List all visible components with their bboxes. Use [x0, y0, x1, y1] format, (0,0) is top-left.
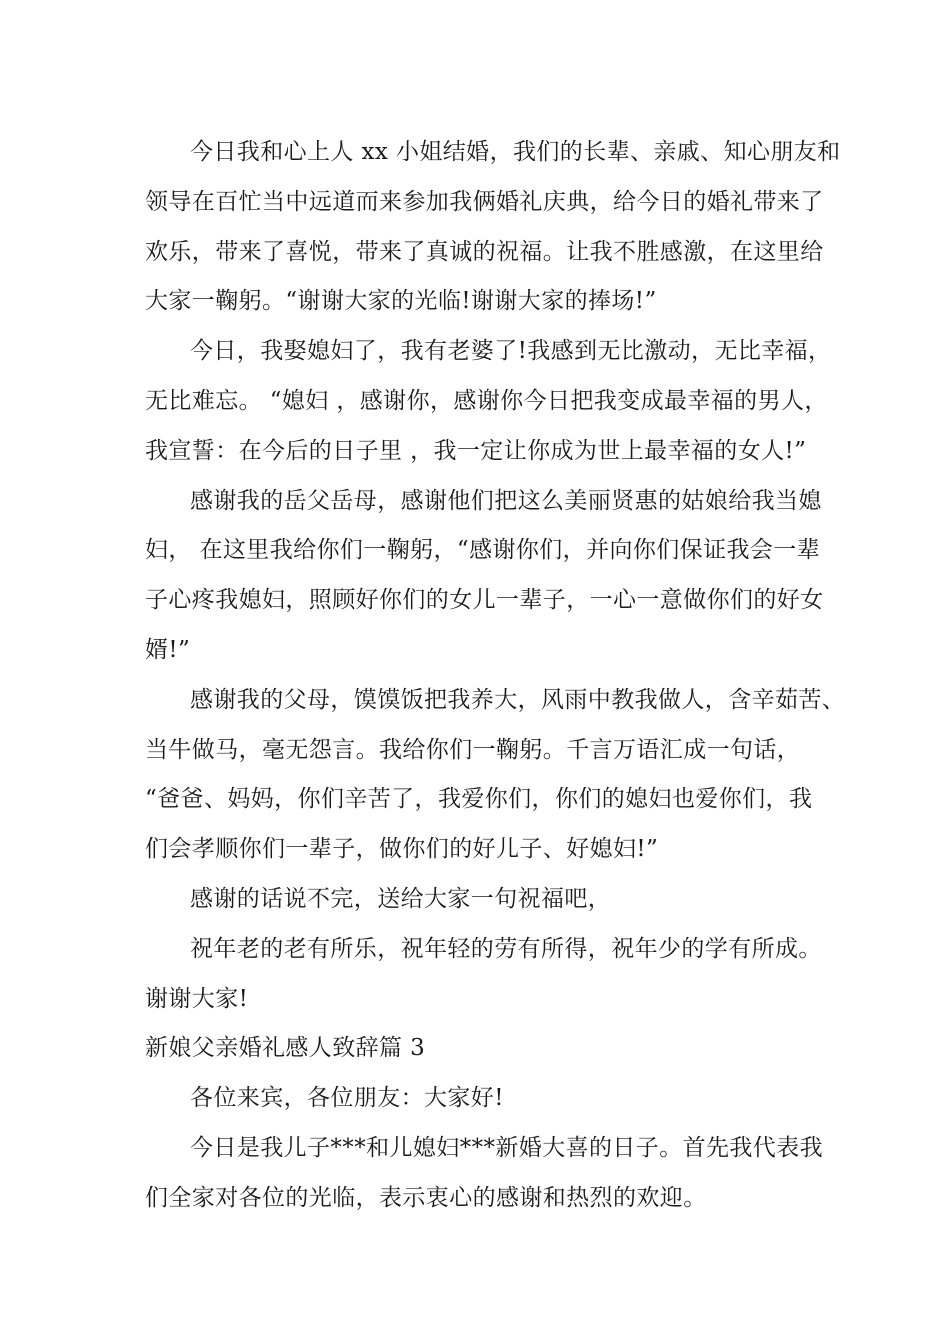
- line-text: 们会孝顺你们一辈子，做你们的好儿子、好媳妇!”: [145, 836, 659, 862]
- line-text: 感谢我的岳父岳母，感谢他们把这么美丽贤惠的姑娘给我当媳: [190, 488, 822, 514]
- text-line: [0, 431, 950, 471]
- text-line: [0, 1128, 950, 1168]
- line-text: 今日是我儿子***和儿媳妇***新婚大喜的日子。首先我代表我: [190, 1135, 823, 1161]
- line-text: “爸爸、妈妈，你们辛苦了，我爱你们，你们的媳妇也爱你们，我: [145, 786, 813, 812]
- text-line: [0, 879, 950, 919]
- line-text: 妇， 在这里我给你们一鞠躬，“感谢你们，并向你们保证我会一辈: [145, 537, 821, 563]
- text-line: [0, 481, 950, 521]
- line-text: 各位来宾，各位朋友：大家好!: [190, 1085, 504, 1111]
- line-text: 祝年老的老有所乐，祝年轻的劳有所得，祝年少的学有所成。: [190, 936, 822, 962]
- text-line: [0, 182, 950, 222]
- text-line: [0, 1078, 950, 1118]
- section-heading-text: 新娘父亲婚礼感人致辞篇 3: [145, 1035, 426, 1061]
- text-line: [0, 929, 950, 969]
- line-text: 欢乐，带来了喜悦，带来了真诚的祝福。让我不胜感激，在这里给: [145, 239, 824, 265]
- text-line: [0, 381, 950, 421]
- text-line: [0, 580, 950, 620]
- text-line: [0, 730, 950, 770]
- line-text: 无比难忘。 “媳妇 ，感谢你，感谢你今日把我变成最幸福的男人，: [145, 388, 828, 414]
- text-line: [0, 331, 950, 371]
- line-text: 婿!”: [145, 637, 191, 663]
- line-text: 们全家对各位的光临，表示衷心的感谢和热烈的欢迎。: [145, 1185, 707, 1211]
- text-line: [0, 1178, 950, 1218]
- text-line: [0, 680, 950, 720]
- line-text: 今日我和心上人 xx 小姐结婚，我们的长辈、亲戚、知心朋友和: [190, 139, 841, 165]
- line-text: 子心疼我媳妇，照顾好你们的女儿一辈子，一心一意做你们的好女: [145, 587, 824, 613]
- line-text: 谢谢大家!: [145, 986, 249, 1012]
- text-line: [0, 630, 950, 670]
- line-text: 感谢的话说不完，送给大家一句祝福吧，: [190, 886, 612, 912]
- text-line: [0, 779, 950, 819]
- text-line: [0, 132, 950, 172]
- line-text: 我宣誓：在今后的日子里 ，我一定让你成为世上最幸福的女人!”: [145, 438, 807, 464]
- line-text: 领导在百忙当中远道而来参加我俩婚礼庆典，给今日的婚礼带来了: [145, 189, 824, 215]
- line-text: 感谢我的父母，馍馍饭把我养大，风雨中教我做人，含辛茹苦、: [190, 687, 846, 713]
- section-heading: [0, 1028, 950, 1068]
- text-line: [0, 530, 950, 570]
- text-line: [0, 232, 950, 272]
- text-line: [0, 281, 950, 321]
- text-line: [0, 979, 950, 1019]
- line-text: 当牛做马，毫无怨言。我给你们一鞠躬。千言万语汇成一句话，: [145, 737, 801, 763]
- line-text: 今日，我娶媳妇了，我有老婆了!我感到无比激动，无比幸福，: [190, 338, 832, 364]
- line-text: 大家一鞠躬。“谢谢大家的光临!谢谢大家的捧场!”: [145, 288, 657, 314]
- text-line: [0, 829, 950, 869]
